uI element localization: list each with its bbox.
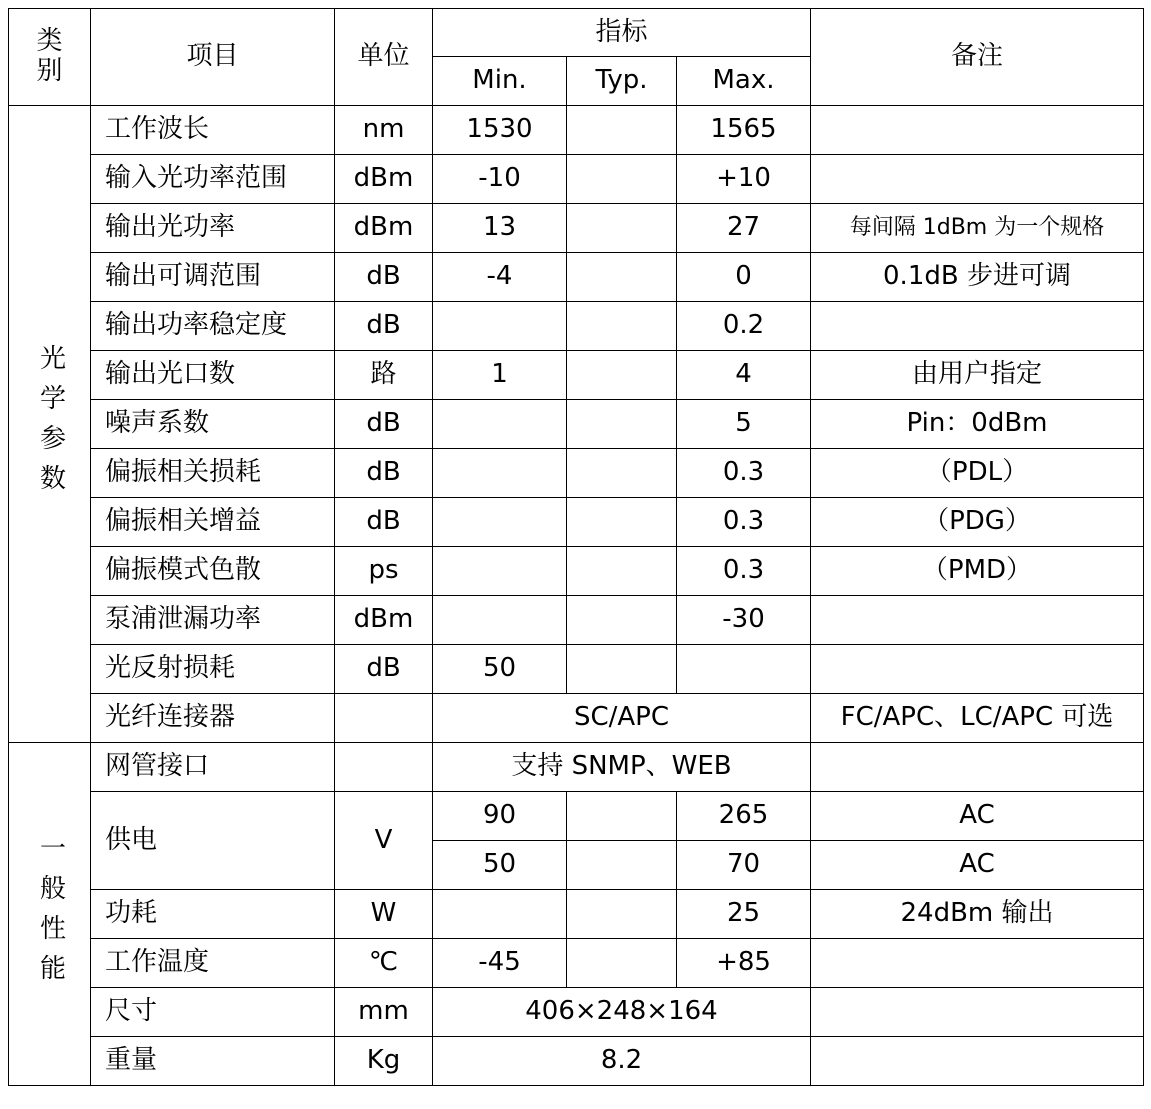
item-cell: 偏振相关增益 xyxy=(91,498,335,547)
remark-cell: （PMD） xyxy=(811,547,1144,596)
value-cell: 8.2 xyxy=(433,1037,811,1086)
typ-cell xyxy=(567,596,677,645)
remark-cell: FC/APC、LC/APC 可选 xyxy=(811,694,1144,743)
unit-cell: W xyxy=(335,890,433,939)
max-cell: 5 xyxy=(677,400,811,449)
remark-cell xyxy=(811,939,1144,988)
unit-cell: dBm xyxy=(335,596,433,645)
min-cell xyxy=(433,547,567,596)
typ-cell xyxy=(567,106,677,155)
unit-cell: dBm xyxy=(335,204,433,253)
typ-cell xyxy=(567,155,677,204)
value-cell: 支持 SNMP、WEB xyxy=(433,743,811,792)
min-cell xyxy=(433,498,567,547)
min-cell: -10 xyxy=(433,155,567,204)
value-cell: SC/APC xyxy=(433,694,811,743)
category-general: 一般性能 xyxy=(9,743,91,1086)
item-cell: 网管接口 xyxy=(91,743,335,792)
remark-cell: 24dBm 输出 xyxy=(811,890,1144,939)
item-cell: 工作波长 xyxy=(91,106,335,155)
table-row xyxy=(9,1037,1144,1086)
unit-cell: mm xyxy=(335,988,433,1037)
max-cell: +85 xyxy=(677,939,811,988)
header-spec: 指标 xyxy=(433,9,811,57)
max-cell: +10 xyxy=(677,155,811,204)
item-cell: 输出光口数 xyxy=(91,351,335,400)
max-cell: 265 xyxy=(677,792,811,841)
unit-cell xyxy=(335,694,433,743)
max-cell: 27 xyxy=(677,204,811,253)
item-cell: 输出可调范围 xyxy=(91,253,335,302)
table-row xyxy=(9,302,1144,351)
remark-cell: 0.1dB 步进可调 xyxy=(811,253,1144,302)
typ-cell xyxy=(567,890,677,939)
value-cell: 406×248×164 xyxy=(433,988,811,1037)
item-cell: 偏振相关损耗 xyxy=(91,449,335,498)
typ-cell xyxy=(567,400,677,449)
header-unit: 单位 xyxy=(335,9,433,106)
min-cell xyxy=(433,400,567,449)
typ-cell xyxy=(567,302,677,351)
table-row xyxy=(9,547,1144,596)
table-row xyxy=(9,351,1144,400)
unit-cell xyxy=(335,743,433,792)
min-cell: -4 xyxy=(433,253,567,302)
item-cell: 噪声系数 xyxy=(91,400,335,449)
item-cell: 工作温度 xyxy=(91,939,335,988)
item-cell: 供电 xyxy=(91,792,335,890)
item-cell: 输入光功率范围 xyxy=(91,155,335,204)
item-cell: 输出光功率 xyxy=(91,204,335,253)
table-row xyxy=(9,253,1144,302)
remark-cell xyxy=(811,596,1144,645)
table-row xyxy=(9,694,1144,743)
min-cell: 1 xyxy=(433,351,567,400)
max-cell: 0 xyxy=(677,253,811,302)
typ-cell xyxy=(567,204,677,253)
max-cell: 0.3 xyxy=(677,547,811,596)
unit-cell: dB xyxy=(335,253,433,302)
item-cell: 光反射损耗 xyxy=(91,645,335,694)
unit-cell: ℃ xyxy=(335,939,433,988)
header-category-line1: 类 xyxy=(36,26,63,57)
item-cell: 偏振模式色散 xyxy=(91,547,335,596)
unit-cell: dB xyxy=(335,449,433,498)
remark-cell: AC xyxy=(811,841,1144,890)
header-remark: 备注 xyxy=(811,9,1144,106)
min-cell xyxy=(433,449,567,498)
header-min: Min. xyxy=(433,57,567,106)
max-cell: 0.3 xyxy=(677,449,811,498)
max-cell: 70 xyxy=(677,841,811,890)
spec-table xyxy=(8,8,1144,1086)
header-item: 项目 xyxy=(91,9,335,106)
typ-cell xyxy=(567,645,677,694)
table-row xyxy=(9,645,1144,694)
table-row xyxy=(9,939,1144,988)
typ-cell xyxy=(567,792,677,841)
max-cell: 4 xyxy=(677,351,811,400)
max-cell: 1565 xyxy=(677,106,811,155)
typ-cell xyxy=(567,449,677,498)
min-cell xyxy=(433,596,567,645)
typ-cell xyxy=(567,547,677,596)
table-row xyxy=(9,400,1144,449)
min-cell: 1530 xyxy=(433,106,567,155)
header-category-line2: 别 xyxy=(36,56,63,86)
typ-cell xyxy=(567,498,677,547)
min-cell xyxy=(433,302,567,351)
remark-cell: （PDL） xyxy=(811,449,1144,498)
unit-cell: 路 xyxy=(335,351,433,400)
item-cell: 泵浦泄漏功率 xyxy=(91,596,335,645)
typ-cell xyxy=(567,253,677,302)
unit-cell: dBm xyxy=(335,155,433,204)
remark-cell: AC xyxy=(811,792,1144,841)
header-category xyxy=(9,9,91,106)
table-row xyxy=(9,890,1144,939)
typ-cell xyxy=(567,939,677,988)
typ-cell xyxy=(567,841,677,890)
max-cell: 25 xyxy=(677,890,811,939)
category-optical: 光学参数 xyxy=(9,106,91,743)
item-cell: 重量 xyxy=(91,1037,335,1086)
unit-cell: dB xyxy=(335,645,433,694)
remark-cell: 每间隔 1dBm 为一个规格 xyxy=(811,204,1144,253)
remark-cell xyxy=(811,743,1144,792)
remark-cell xyxy=(811,1037,1144,1086)
min-cell: 90 xyxy=(433,792,567,841)
unit-cell: dB xyxy=(335,302,433,351)
max-cell: -30 xyxy=(677,596,811,645)
table-row xyxy=(9,743,1144,792)
table-row xyxy=(9,988,1144,1037)
remark-cell: （PDG） xyxy=(811,498,1144,547)
unit-cell: dB xyxy=(335,498,433,547)
unit-cell: ps xyxy=(335,547,433,596)
table-row xyxy=(9,106,1144,155)
table-row xyxy=(9,449,1144,498)
remark-cell xyxy=(811,106,1144,155)
item-cell: 光纤连接器 xyxy=(91,694,335,743)
min-cell: -45 xyxy=(433,939,567,988)
header-row-1 xyxy=(9,9,1144,57)
min-cell: 50 xyxy=(433,841,567,890)
header-max: Max. xyxy=(677,57,811,106)
remark-cell xyxy=(811,302,1144,351)
unit-cell: Kg xyxy=(335,1037,433,1086)
table-row xyxy=(9,204,1144,253)
remark-cell: 由用户指定 xyxy=(811,351,1144,400)
item-cell: 尺寸 xyxy=(91,988,335,1037)
typ-cell xyxy=(567,351,677,400)
max-cell: 0.2 xyxy=(677,302,811,351)
unit-cell: dB xyxy=(335,400,433,449)
max-cell xyxy=(677,645,811,694)
remark-cell xyxy=(811,988,1144,1037)
unit-cell: V xyxy=(335,792,433,890)
table-row xyxy=(9,792,1144,841)
item-cell: 功耗 xyxy=(91,890,335,939)
remark-cell xyxy=(811,155,1144,204)
header-typ: Typ. xyxy=(567,57,677,106)
remark-cell: Pin：0dBm xyxy=(811,400,1144,449)
min-cell xyxy=(433,890,567,939)
table-row xyxy=(9,155,1144,204)
min-cell: 13 xyxy=(433,204,567,253)
table-row xyxy=(9,498,1144,547)
table-row xyxy=(9,596,1144,645)
item-cell: 输出功率稳定度 xyxy=(91,302,335,351)
remark-cell xyxy=(811,645,1144,694)
unit-cell: nm xyxy=(335,106,433,155)
max-cell: 0.3 xyxy=(677,498,811,547)
min-cell: 50 xyxy=(433,645,567,694)
